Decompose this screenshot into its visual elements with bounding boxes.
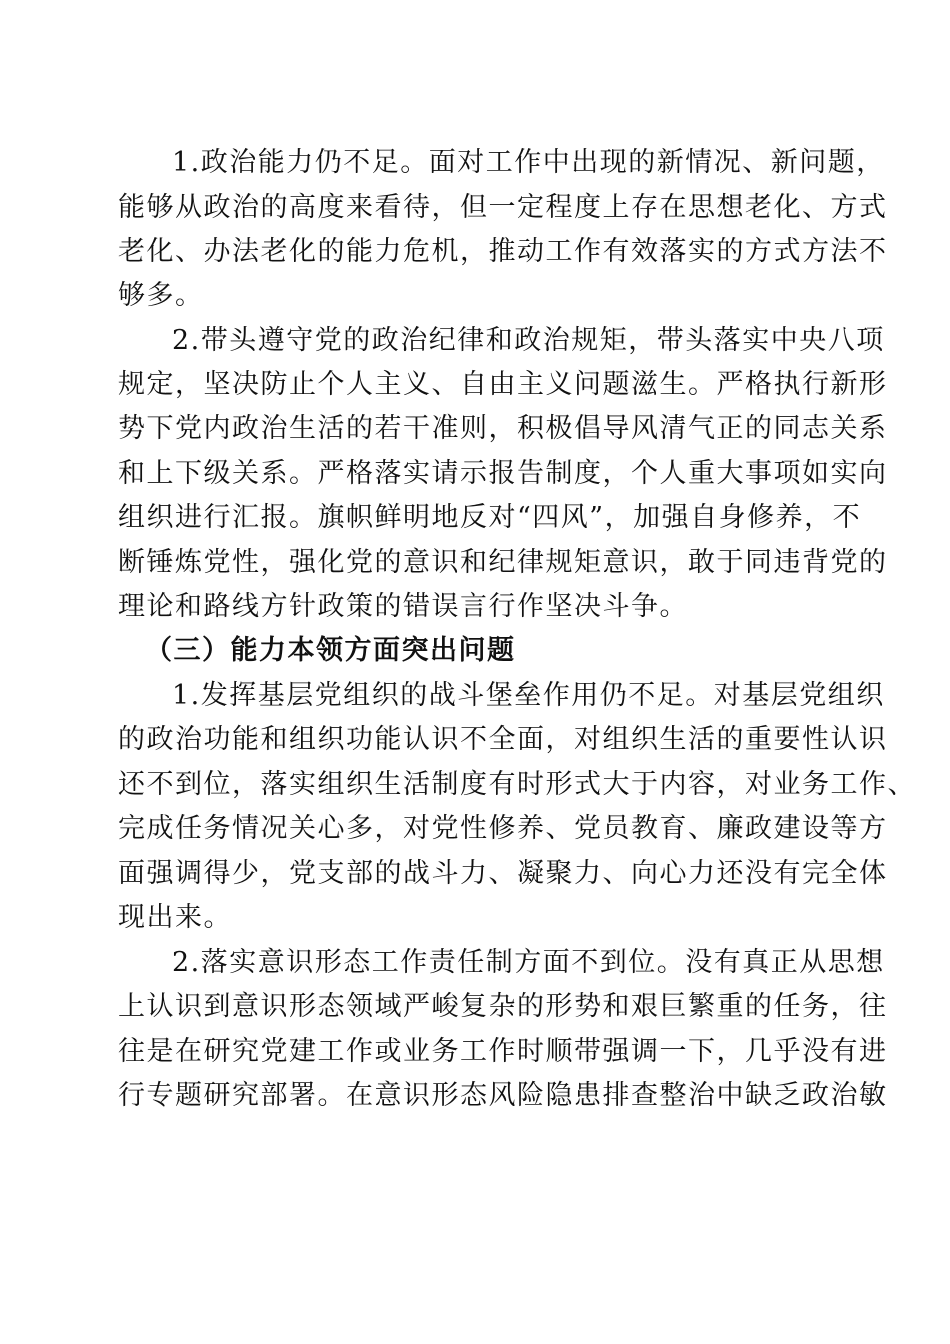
paragraph-4-line-1: 2.落实意识形态工作责任制方面不到位。没有真正从思想 <box>172 947 885 978</box>
paragraph-4-line-4: 行专题研究部署。在意识形态风险隐患排查整治中缺乏政治敏 <box>118 1080 888 1111</box>
paragraph-3-line-5: 面强调得少，党支部的战斗力、凝聚力、向心力还没有完全体 <box>118 858 888 889</box>
paragraph-2-line-6: 断锤炼党性，强化党的意识和纪律规矩意识，敢于同违背党的 <box>118 547 888 578</box>
paragraph-4-line-2: 上认识到意识形态领域严峻复杂的形势和艰巨繁重的任务，往 <box>118 991 888 1022</box>
paragraph-3-line-2: 的政治功能和组织功能认识不全面，对组织生活的重要性认识 <box>118 724 888 755</box>
section-heading: （三）能力本领方面突出问题 <box>145 635 516 666</box>
paragraph-2-line-1: 2.带头遵守党的政治纪律和政治规矩，带头落实中央八项 <box>172 325 885 356</box>
paragraph-3-line-6: 现出来。 <box>118 902 232 933</box>
paragraph-2-line-4: 和上下级关系。严格落实请示报告制度，个人重大事项如实向 <box>118 458 888 489</box>
paragraph-3-line-4: 完成任务情况关心多，对党性修养、党员教育、廉政建设等方 <box>118 813 888 844</box>
paragraph-4-line-3: 往是在研究党建工作或业务工作时顺带强调一下，几乎没有进 <box>118 1036 888 1067</box>
paragraph-2-line-2: 规定，坚决防止个人主义、自由主义问题滋生。严格执行新形 <box>118 369 888 400</box>
paragraph-2-line-5: 组织进行汇报。旗帜鲜明地反对“四风”，加强自身修养，不 <box>118 502 862 533</box>
paragraph-1-line-3: 老化、办法老化的能力危机，推动工作有效落实的方式方法不 <box>118 236 888 267</box>
paragraph-1-line-2: 能够从政治的高度来看待，但一定程度上存在思想老化、方式 <box>118 192 888 223</box>
paragraph-3-line-3: 还不到位，落实组织生活制度有时形式大于内容，对业务工作、 <box>118 769 916 800</box>
paragraph-1-line-1: 1.政治能力仍不足。面对工作中出现的新情况、新问题， <box>172 147 885 178</box>
paragraph-3-line-1: 1.发挥基层党组织的战斗堡垒作用仍不足。对基层党组织 <box>172 680 885 711</box>
paragraph-1-line-4: 够多。 <box>118 280 204 311</box>
paragraph-2-line-3: 势下党内政治生活的若干准则，积极倡导风清气正的同志关系 <box>118 413 888 444</box>
paragraph-2-line-7: 理论和路线方针政策的错误言行作坚决斗争。 <box>118 591 688 622</box>
